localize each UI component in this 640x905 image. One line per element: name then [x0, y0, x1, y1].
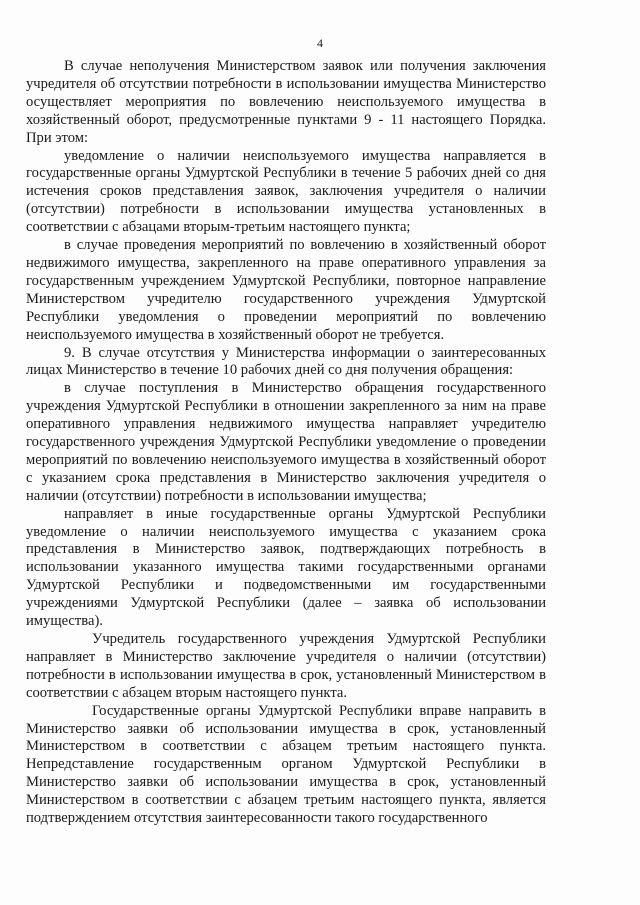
document-body [26, 58, 546, 828]
paragraph-state-bodies-notice: направляет в иные государственные органы Удмуртской Республики уведомление о наличии неиспользуемого имущества с указанием срока представления в Министерство заявок, подтверждающих потребность в использовании указанного имущества такими государственными органами Удмуртской Республики и подведомственными им государственными учреждениями Удмуртской Республики (далее – заявка об использовании имущества). [26, 505, 546, 630]
paragraph-founder-conclusion: Учредитель государственного учреждения Удмуртской Республики направляет в Министерство заключение учредителя о наличии (отсутствии) потребности в использовании имущества в срок, установленный Министерством в соответствии с абзацем вторым настоящего пункта. [26, 631, 546, 701]
paragraph-state-bodies-applications: Государственные органы Удмуртской Республики вправе направить в Министерство заявки об использовании имущества в срок, установленный Министерством в соответствии с абзацем третьим настоящего пункта. Непредставление государственным органом Удмуртской Республики в Министерство заявки об использовании имущества в срок, установленный Министерством в соответствии с абзацем третьим настоящего пункта, является подтверждением отсутствия заинтересованности такого государственного [26, 702, 546, 827]
page-number: 4 [317, 36, 323, 50]
paragraph-notification-deadline: уведомление о наличии неиспользуемого имущества направляется в государственные органы Удмуртской Республики в течение 5 рабочих дней со дня истечения сроков представления заявок, заключения учредителя о наличии (отсутствии) потребности в использовании имущества установленных в соответствии с абзацами вторым-третьим настоящего пункта; [26, 147, 546, 236]
paragraph-repeat-notification: в случае проведения мероприятий по вовлечению в хозяйственный оборот недвижимого имущества, закрепленного на праве оперативного управления за государственным учреждением Удмуртской Республики, повторное направление Министерством учредителю государственного учреждения Удмуртской Республики уведомления о проведении мероприятий по вовлечению неиспользуемого имущества в хозяйственный оборот не требуется. [26, 237, 546, 343]
paragraph-institution-appeal: в случае поступления в Министерство обращения государственного учреждения Удмуртской Республики в отношении закрепленного за ним на праве оперативного управления недвижимого имущества направляет учредителю государственного учреждения Удмуртской Республики уведомление о проведении мероприятий по вовлечению неиспользуемого имущества в хозяйственный оборот с указанием срока представления в Министерство заключения учредителя о наличии (отсутствии) потребности в использовании имущества; [26, 380, 546, 504]
paragraph-item-9: 9. В случае отсутствия у Министерства информации о заинтересованных лицах Министерство в течение 10 рабочих дней со дня получения обращения: [26, 344, 546, 379]
paragraph-no-applications: В случае неполучения Министерством заявок или получения заключения учредителя об отсутствии потребности в использовании имущества Министерство осуществляет мероприятия по вовлечению неиспользуемого имущества в хозяйственный оборот, предусмотренные пунктами 9 - 11 настоящего Порядка. При этом: [26, 58, 546, 146]
